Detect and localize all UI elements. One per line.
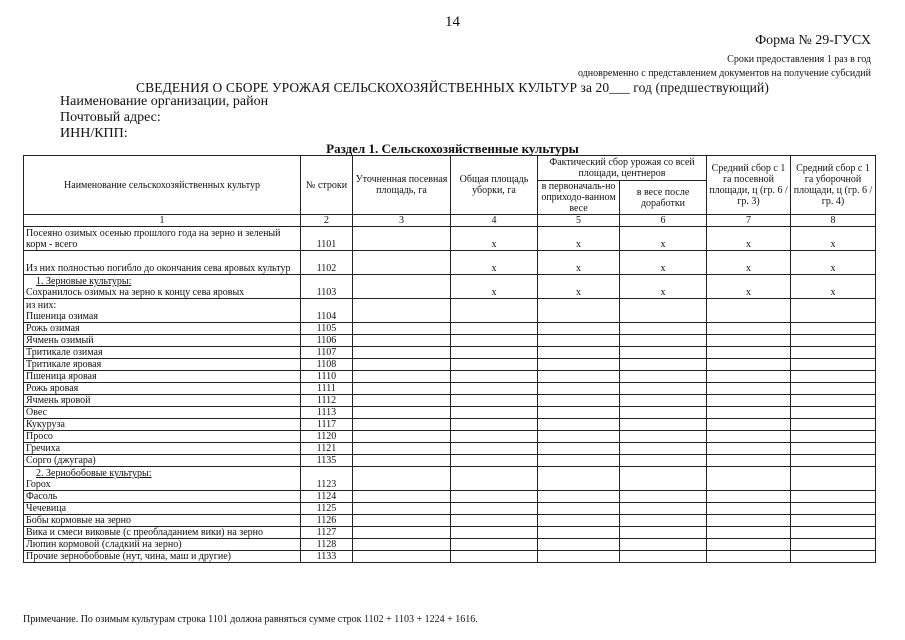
crop-name-cell [24, 383, 301, 395]
input-cell[interactable] [620, 419, 707, 431]
input-cell[interactable] [538, 503, 620, 515]
row-code: 1127 [301, 527, 353, 539]
crop-name: Пшеница яровая [26, 371, 97, 382]
table-row [24, 515, 876, 527]
submission-deadline: Сроки предоставления 1 раз в год [727, 54, 871, 65]
crop-name-cell [24, 275, 301, 299]
input-cell[interactable] [451, 467, 538, 491]
crop-name-cell [24, 503, 301, 515]
row-code: 1106 [301, 335, 353, 347]
crop-name-cell [24, 419, 301, 431]
row-code: 1124 [301, 491, 353, 503]
crop-name-cell [24, 227, 301, 251]
crop-name-cell [24, 467, 301, 491]
crop-name: Гречиха [26, 443, 61, 454]
input-cell[interactable] [538, 539, 620, 551]
input-cell[interactable] [353, 335, 451, 347]
table-row [24, 227, 876, 251]
column-number: 3 [353, 215, 451, 227]
crop-name-cell [24, 491, 301, 503]
input-cell[interactable] [451, 395, 538, 407]
input-cell[interactable] [707, 419, 791, 431]
header-avg-yield-sown: Средний сбор с 1 га посевной площади, ц (гр. 6 / гр. 3) [707, 156, 791, 215]
column-number: 4 [451, 215, 538, 227]
input-cell[interactable] [451, 431, 538, 443]
crop-name: Люпин кормовой (сладкий на зерно) [26, 539, 182, 550]
header-initial-weight: в первоначаль-но оприходо-ванном весе [538, 181, 620, 215]
crop-name: Кукуруза [26, 419, 65, 430]
input-cell[interactable] [353, 443, 451, 455]
table-row [24, 407, 876, 419]
input-cell[interactable] [791, 539, 876, 551]
input-cell[interactable] [707, 551, 791, 563]
input-cell[interactable] [451, 323, 538, 335]
input-cell[interactable] [791, 335, 876, 347]
input-cell[interactable] [791, 515, 876, 527]
input-cell[interactable] [451, 359, 538, 371]
not-applicable-cell: x [707, 275, 791, 299]
input-cell[interactable] [707, 455, 791, 467]
input-cell[interactable] [620, 347, 707, 359]
header-crop-name: Наименование сельскохозяйственных культур [24, 156, 301, 215]
crop-name: Вика и смеси виковые (с преобладанием вики) на зерно [26, 527, 264, 538]
input-cell[interactable] [620, 431, 707, 443]
input-cell[interactable] [538, 419, 620, 431]
input-cell[interactable] [538, 347, 620, 359]
table-row [24, 299, 876, 323]
header-harvest-area: Общая площадь уборки, га [451, 156, 538, 215]
input-cell[interactable] [791, 407, 876, 419]
table-row [24, 455, 876, 467]
input-cell[interactable] [620, 407, 707, 419]
input-cell[interactable] [791, 347, 876, 359]
input-cell[interactable] [353, 431, 451, 443]
crop-name-cell [24, 251, 301, 275]
input-cell[interactable] [538, 383, 620, 395]
row-code: 1125 [301, 503, 353, 515]
not-applicable-cell: x [791, 251, 876, 275]
column-number: 1 [24, 215, 301, 227]
column-numbers-row [24, 215, 876, 227]
footnote: Примечание. По озимым культурам строка 1101 должна равняться сумме строк 1102 + 1103 + 1224 + 1616. [23, 614, 478, 625]
address-label: Почтовый адрес: [60, 110, 161, 125]
table-row [24, 539, 876, 551]
input-cell[interactable] [620, 371, 707, 383]
input-cell[interactable] [620, 455, 707, 467]
section-subheading: 2. Зернобобовые культуры: [36, 468, 152, 479]
column-number: 6 [620, 215, 707, 227]
input-cell[interactable] [353, 323, 451, 335]
header-avg-yield-harvested: Средний сбор с 1 га уборочной площади, ц (гр. 6 / гр. 4) [791, 156, 876, 215]
input-cell[interactable] [791, 455, 876, 467]
input-cell[interactable] [451, 407, 538, 419]
table-row [24, 371, 876, 383]
crop-name-cell [24, 299, 301, 323]
input-cell[interactable] [620, 527, 707, 539]
input-cell[interactable] [353, 347, 451, 359]
input-cell[interactable] [791, 419, 876, 431]
row-code: 1105 [301, 323, 353, 335]
input-cell[interactable] [791, 299, 876, 323]
input-cell[interactable] [451, 539, 538, 551]
table-row [24, 431, 876, 443]
crop-name: Пшеница озимая [26, 311, 98, 322]
submission-condition: одновременно с представлением документов на получение субсидий [577, 68, 871, 79]
input-cell[interactable] [620, 299, 707, 323]
crop-name-cell [24, 323, 301, 335]
organization-label: Наименование организации, район [60, 94, 269, 109]
table-row [24, 503, 876, 515]
input-cell[interactable] [353, 491, 451, 503]
input-cell[interactable] [353, 371, 451, 383]
crop-name: Рожь яровая [26, 383, 79, 394]
input-cell[interactable] [791, 467, 876, 491]
input-cell[interactable] [353, 455, 451, 467]
input-cell[interactable] [620, 551, 707, 563]
input-cell[interactable] [620, 539, 707, 551]
crop-name: Сорго (джугара) [26, 455, 96, 466]
crop-name: Посеяно озимых осенью прошлого года на зерно и зеленый корм - всего [26, 228, 281, 250]
input-cell[interactable] [791, 443, 876, 455]
row-code: 1113 [301, 407, 353, 419]
input-cell[interactable] [353, 515, 451, 527]
input-cell[interactable] [353, 299, 451, 323]
input-cell[interactable] [707, 395, 791, 407]
input-cell[interactable] [538, 299, 620, 323]
input-cell[interactable] [538, 467, 620, 491]
input-cell[interactable] [451, 455, 538, 467]
table-row [24, 551, 876, 563]
table-row [24, 359, 876, 371]
not-applicable-cell: x [620, 275, 707, 299]
input-cell[interactable] [707, 335, 791, 347]
input-cell[interactable] [353, 407, 451, 419]
input-cell[interactable] [451, 371, 538, 383]
table-row [24, 419, 876, 431]
row-code: 1112 [301, 395, 353, 407]
row-code: 1120 [301, 431, 353, 443]
input-cell[interactable] [791, 323, 876, 335]
table-row [24, 467, 876, 491]
crop-name: Сохранилось озимых на зерно к концу сева яровых [26, 287, 245, 298]
input-cell[interactable] [451, 491, 538, 503]
crop-name-cell [24, 347, 301, 359]
input-cell[interactable] [451, 335, 538, 347]
row-code: 1102 [301, 251, 353, 275]
input-cell[interactable] [353, 503, 451, 515]
input-cell[interactable] [353, 467, 451, 491]
column-number: 8 [791, 215, 876, 227]
input-cell[interactable] [707, 347, 791, 359]
crop-name-cell [24, 443, 301, 455]
input-cell[interactable] [538, 491, 620, 503]
input-cell[interactable] [620, 323, 707, 335]
table-row [24, 527, 876, 539]
crop-name-cell [24, 395, 301, 407]
input-cell[interactable] [707, 431, 791, 443]
input-cell[interactable] [707, 443, 791, 455]
crop-name: Чечевица [26, 503, 67, 514]
column-number: 7 [707, 215, 791, 227]
crops-table [23, 155, 876, 563]
row-code: 1103 [301, 275, 353, 299]
row-code: 1107 [301, 347, 353, 359]
input-cell[interactable] [353, 383, 451, 395]
crop-name: Овес [26, 407, 48, 418]
row-code: 1101 [301, 227, 353, 251]
not-applicable-cell: x [451, 251, 538, 275]
input-cell[interactable] [707, 359, 791, 371]
input-cell[interactable] [451, 347, 538, 359]
form-number: Форма № 29-ГУСХ [755, 33, 871, 48]
input-cell[interactable] [353, 275, 451, 299]
input-cell[interactable] [791, 503, 876, 515]
crop-name: Из них полностью погибло до окончания сева яровых культур [26, 263, 291, 274]
input-cell[interactable] [791, 395, 876, 407]
crop-name-cell [24, 515, 301, 527]
input-cell[interactable] [791, 383, 876, 395]
input-cell[interactable] [353, 551, 451, 563]
crop-name-cell [24, 527, 301, 539]
input-cell[interactable] [451, 515, 538, 527]
header-actual-yield: Фактический сбор урожая со всей площади, центнеров [538, 156, 707, 181]
table-row [24, 395, 876, 407]
crop-name: Тритикале яровая [26, 359, 102, 370]
input-cell[interactable] [620, 443, 707, 455]
input-cell[interactable] [353, 395, 451, 407]
input-cell[interactable] [451, 443, 538, 455]
crop-name-cell [24, 551, 301, 563]
crop-name: Рожь озимая [26, 323, 80, 334]
input-cell[interactable] [353, 539, 451, 551]
input-cell[interactable] [620, 335, 707, 347]
row-code: 1121 [301, 443, 353, 455]
not-applicable-cell: x [791, 275, 876, 299]
header-sown-area: Уточненная посевная площадь, га [353, 156, 451, 215]
not-applicable-cell: x [538, 251, 620, 275]
header-row-number: № строки [301, 156, 353, 215]
input-cell[interactable] [353, 359, 451, 371]
input-cell[interactable] [538, 323, 620, 335]
input-cell[interactable] [451, 551, 538, 563]
input-cell[interactable] [538, 431, 620, 443]
input-cell[interactable] [538, 551, 620, 563]
input-cell[interactable] [707, 527, 791, 539]
crop-name-cell [24, 371, 301, 383]
input-cell[interactable] [538, 527, 620, 539]
row-code: 1117 [301, 419, 353, 431]
row-code: 1133 [301, 551, 353, 563]
row-prefix: из них: [26, 300, 57, 311]
table-row [24, 335, 876, 347]
table-row [24, 275, 876, 299]
crop-name: Просо [26, 431, 53, 442]
input-cell[interactable] [353, 227, 451, 251]
input-cell[interactable] [538, 359, 620, 371]
input-cell[interactable] [707, 467, 791, 491]
input-cell[interactable] [620, 503, 707, 515]
column-number: 5 [538, 215, 620, 227]
crop-name-cell [24, 359, 301, 371]
crop-name-cell [24, 335, 301, 347]
input-cell[interactable] [620, 359, 707, 371]
input-cell[interactable] [620, 383, 707, 395]
row-code: 1128 [301, 539, 353, 551]
input-cell[interactable] [620, 467, 707, 491]
table-row [24, 323, 876, 335]
input-cell[interactable] [451, 503, 538, 515]
table-row [24, 491, 876, 503]
table-row [24, 251, 876, 275]
crop-name-cell [24, 455, 301, 467]
input-cell[interactable] [538, 371, 620, 383]
input-cell[interactable] [538, 515, 620, 527]
input-cell[interactable] [451, 299, 538, 323]
input-cell[interactable] [707, 539, 791, 551]
table-row [24, 443, 876, 455]
input-cell[interactable] [707, 323, 791, 335]
crop-name: Тритикале озимая [26, 347, 103, 358]
input-cell[interactable] [791, 551, 876, 563]
table-row [24, 383, 876, 395]
input-cell[interactable] [538, 395, 620, 407]
input-cell[interactable] [538, 335, 620, 347]
input-cell[interactable] [353, 527, 451, 539]
input-cell[interactable] [791, 371, 876, 383]
crop-name-cell [24, 539, 301, 551]
not-applicable-cell: x [707, 227, 791, 251]
input-cell[interactable] [538, 443, 620, 455]
inn-label: ИНН/КПП: [60, 126, 128, 141]
row-code: 1110 [301, 371, 353, 383]
row-code: 1126 [301, 515, 353, 527]
input-cell[interactable] [791, 359, 876, 371]
input-cell[interactable] [353, 419, 451, 431]
input-cell[interactable] [451, 383, 538, 395]
input-cell[interactable] [353, 251, 451, 275]
crop-name: Ячмень яровой [26, 395, 91, 406]
input-cell[interactable] [707, 491, 791, 503]
crop-name: Горох [26, 479, 51, 490]
input-cell[interactable] [538, 455, 620, 467]
input-cell[interactable] [707, 299, 791, 323]
row-code: 1104 [301, 299, 353, 323]
not-applicable-cell: x [451, 275, 538, 299]
input-cell[interactable] [538, 407, 620, 419]
not-applicable-cell: x [620, 251, 707, 275]
not-applicable-cell: x [620, 227, 707, 251]
crop-name: Фасоль [26, 491, 58, 502]
crop-name: Бобы кормовые на зерно [26, 515, 131, 526]
input-cell[interactable] [707, 383, 791, 395]
table-row [24, 347, 876, 359]
row-code: 1111 [301, 383, 353, 395]
not-applicable-cell: x [538, 227, 620, 251]
input-cell[interactable] [620, 491, 707, 503]
section-title: Раздел 1. Сельскохозяйственные культуры [326, 141, 579, 156]
input-cell[interactable] [451, 419, 538, 431]
input-cell[interactable] [620, 395, 707, 407]
not-applicable-cell: x [707, 251, 791, 275]
input-cell[interactable] [707, 407, 791, 419]
crop-name: Прочие зернобобовые (нут, чина, маш и другие) [26, 551, 231, 562]
header-refined-weight: в весе после доработки [620, 181, 707, 215]
input-cell[interactable] [707, 503, 791, 515]
input-cell[interactable] [791, 527, 876, 539]
crop-name: Ячмень озимый [26, 335, 94, 346]
row-code: 1135 [301, 455, 353, 467]
crop-name-cell [24, 431, 301, 443]
input-cell[interactable] [707, 515, 791, 527]
page-number: 14 [445, 14, 460, 30]
document-title: СВЕДЕНИЯ О СБОРЕ УРОЖАЯ СЕЛЬСКОХОЗЯЙСТВЕННЫХ КУЛЬТУР за 20___ год (предшествующий) [136, 80, 769, 95]
row-code: 1108 [301, 359, 353, 371]
not-applicable-cell: x [451, 227, 538, 251]
input-cell[interactable] [707, 371, 791, 383]
input-cell[interactable] [620, 515, 707, 527]
crop-name-cell [24, 407, 301, 419]
input-cell[interactable] [791, 431, 876, 443]
column-number: 2 [301, 215, 353, 227]
row-code: 1123 [301, 467, 353, 491]
input-cell[interactable] [791, 491, 876, 503]
not-applicable-cell: x [791, 227, 876, 251]
not-applicable-cell: x [538, 275, 620, 299]
section-subheading: 1. Зерновые культуры: [36, 276, 132, 287]
input-cell[interactable] [451, 527, 538, 539]
